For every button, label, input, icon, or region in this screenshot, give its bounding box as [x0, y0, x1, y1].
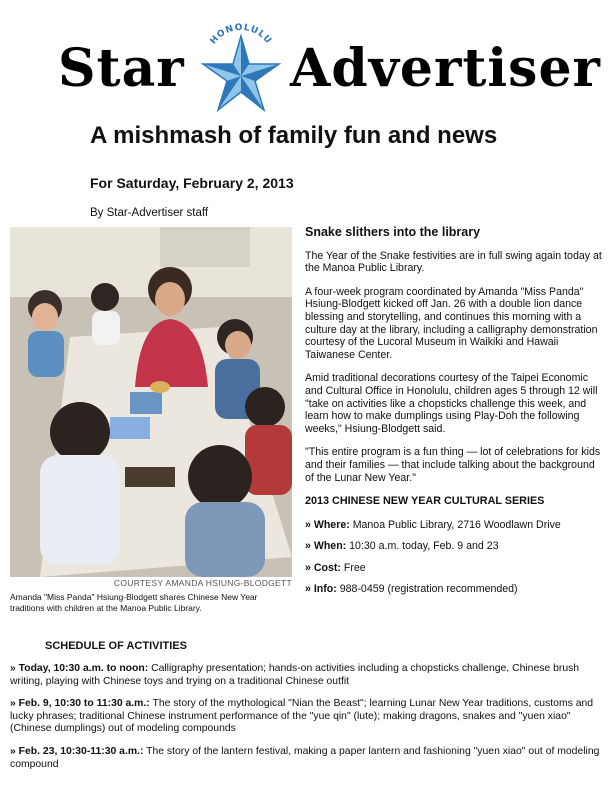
- article-photo: [10, 227, 292, 577]
- series-title: 2013 CHINESE NEW YEAR CULTURAL SERIES: [305, 495, 545, 508]
- info-contact-value: 988-0459 (registration recommended): [339, 583, 518, 596]
- info-where-value: Manoa Public Library, 2716 Woodlawn Drive: [352, 518, 561, 531]
- masthead-star-word: Star: [58, 38, 185, 99]
- schedule-item-text: Calligraphy presentation; hands-on activities including a chopsticks challenge, Chinese brush writing, playing with Chinese toys and trying on a traditional Chinese outfit: [10, 663, 580, 687]
- star-arc-text: HONOLULU: [208, 22, 274, 47]
- schedule-item-text: The story of the mythological "Nian the Beast"; learning Lunar New Year traditions, customs and lucky phrases; traditional Chinese instrument performance of the "yue qin" (lute); making dragons, snakes and "yuen xiao" (Chinese dumplings) out of modeling compounds: [10, 698, 594, 735]
- schedule-item-label: » Feb. 9, 10:30 to 11:30 a.m.:: [10, 698, 150, 710]
- schedule-item-today: [10, 663, 604, 688]
- schedule-item-label: » Today, 10:30 a.m. to noon:: [10, 663, 149, 674]
- photo-caption: Amanda "Miss Panda" Hsiung-Blodgett shares Chinese New Year traditions with children at the Manoa Public Library.: [10, 592, 258, 613]
- story-column: [305, 226, 605, 605]
- schedule-item-text: The story of the lantern festival, making a paper lantern and fashioning "yuen xiao" out of modeling compound: [10, 745, 600, 770]
- schedule-item-feb23: [10, 746, 604, 771]
- info-when-value: 10:30 a.m. today, Feb. 9 and 23: [349, 540, 499, 553]
- info-where: [305, 519, 605, 532]
- story-paragraph-1: The Year of the Snake festivities are in full swing again today at the Manoa Public Library.: [305, 249, 602, 275]
- schedule-item-feb9: [10, 698, 604, 736]
- info-when: [305, 540, 605, 553]
- byline: By Star-Advertiser staff: [90, 207, 209, 219]
- story-paragraph-3: Amid traditional decorations courtesy of the Taipei Economic and Cultural Office in Honolulu, children ages 5 through 12 will "take on activities like a chopsticks challenge this week, and learn how to make dumplings using Play-Doh the following weeks," Hsiung-Blodgett said.: [305, 372, 598, 435]
- star-logo-icon: [193, 18, 289, 118]
- story-paragraph-2: A four-week program coordinated by Amanda "Miss Panda" Hsiung-Blodgett kicked off Jan. 26 with a double lion dance blessing and storytelling, and continues this morning with a culture day at the library, including a calligraphy demonstration courtesy of the Lucoral Museum in Waikiki and Hawaii Taiwanese Center.: [305, 285, 598, 361]
- info-contact-label: » Info:: [305, 583, 337, 596]
- story-title: Snake slithers into the library: [305, 225, 481, 239]
- info-cost: [305, 562, 605, 575]
- schedule-list: [10, 663, 604, 781]
- info-cost-label: » Cost:: [305, 561, 341, 574]
- masthead-advertiser-word: Advertiser: [290, 38, 601, 99]
- masthead: [0, 4, 612, 114]
- story-paragraph-4: "This entire program is a fun thing — lot of celebrations for kids and their families — that include talking about the background of the Lunar New Year.": [305, 446, 601, 484]
- info-contact: [305, 583, 605, 596]
- info-when-label: » When:: [305, 540, 347, 553]
- schedule-title: SCHEDULE OF ACTIVITIES: [45, 640, 187, 652]
- photo-credit: COURTESY AMANDA HSIUNG-BLODGETT: [113, 578, 292, 588]
- headline: A mishmash of family fun and news: [90, 122, 498, 149]
- info-cost-value: Free: [343, 561, 366, 574]
- dateline: For Saturday, February 2, 2013: [90, 175, 294, 191]
- schedule-item-label: » Feb. 23, 10:30-11:30 a.m.:: [10, 745, 144, 757]
- info-where-label: » Where:: [305, 518, 350, 531]
